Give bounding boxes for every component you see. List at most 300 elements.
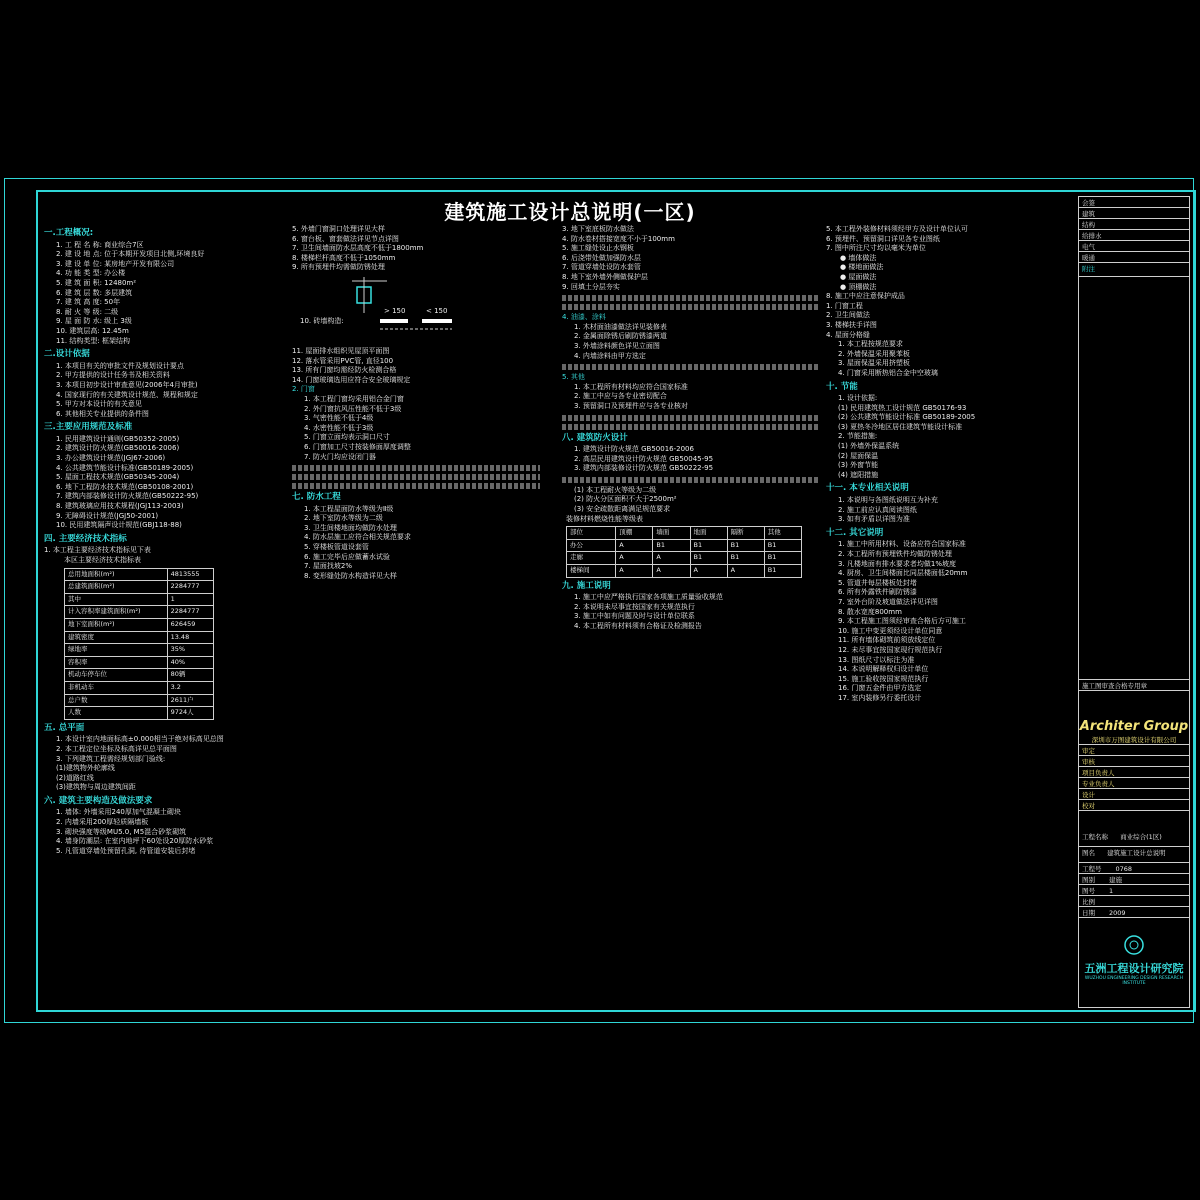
section-7-list	[292, 505, 540, 582]
section-12-list	[826, 540, 1072, 703]
finish-table	[566, 526, 802, 577]
table-cell: 地面	[690, 527, 727, 540]
list-item: 3. 地下室底板防水做法	[562, 225, 634, 233]
table-row	[567, 539, 802, 552]
dense-text-placeholder	[562, 424, 818, 430]
table-cell: 建筑密度	[65, 631, 168, 644]
project-row	[1079, 831, 1189, 847]
list-item: 5. 屋面工程技术规范(GB50345-2004)	[56, 473, 180, 482]
list-item: 2. 本说明未尽事宜按国家有关规范执行	[574, 602, 695, 611]
table-cell: 其中	[65, 593, 168, 606]
list-item: 4. 本工程所有材料须有合格证及检测报告	[574, 622, 702, 630]
titleblock-row: 建筑	[1079, 208, 1189, 219]
list-item: 9. 回填土分层夯实	[562, 282, 620, 291]
list-item: 2. 外门窗抗风压性能不低于3级	[304, 404, 402, 413]
note-area	[1079, 277, 1189, 680]
titleblock-row: 审核	[1079, 756, 1189, 767]
list-item: 1. 墙体: 外墙采用240厚加气混凝土砌块	[56, 808, 181, 817]
table-cell: 13.48	[167, 631, 213, 644]
list-item: (4) 遮阳措施	[838, 470, 879, 479]
indicator-table	[64, 568, 214, 720]
list-item: 9. 无障碍设计规范(JGJ50-2001)	[56, 511, 159, 520]
title-block	[1078, 196, 1190, 1008]
list-item: 1. 民用建筑设计通则(GB50352-2005)	[56, 434, 180, 443]
list-item: 5. 施工缝处设止水钢板	[562, 244, 634, 253]
table-cell: B1	[764, 539, 801, 552]
list-item: 5. 本工程外装修材料须经甲方及设计单位认可	[826, 225, 968, 233]
meta-row	[1079, 885, 1189, 896]
table-cell: 人数	[65, 707, 168, 720]
list-item: 5. 建 筑 面 积: 12480m²	[56, 278, 137, 287]
dense-text-placeholder	[562, 304, 818, 310]
list-item: (3) 安全疏散距离满足规范要求	[574, 505, 671, 514]
list-item: 8. 建筑玻璃应用技术规程(JGJ113-2003)	[56, 502, 184, 511]
list-item: 3. 建筑内部装修设计防火规范 GB50222-95	[574, 464, 714, 473]
meta-row	[1079, 907, 1189, 918]
table-cell: 容积率	[65, 656, 168, 669]
meta-row	[1079, 863, 1189, 874]
table-cell: 总用地面积(m²)	[65, 568, 168, 581]
section-9-heading: 九. 施工说明	[562, 580, 611, 591]
table-cell: B1	[764, 565, 801, 578]
list-item: 1. 木材面油漆做法详见装修表	[574, 322, 667, 331]
table-cell: 办公	[567, 539, 616, 552]
titleblock-row: 审定	[1079, 745, 1189, 756]
table-cell: 绿地率	[65, 644, 168, 657]
list-item: 3. 楼梯扶手详图	[826, 320, 877, 329]
list-item: 6. 预埋件、预留洞口详见各专业图纸	[826, 234, 940, 243]
list-item: (1) 外墙外保温系统	[838, 442, 900, 451]
table-cell: 2284777	[167, 581, 213, 594]
table-row	[65, 644, 214, 657]
list-item: ● 楼地面做法	[840, 263, 884, 272]
list-item: 6. 后浇带处做加强防水层	[562, 253, 641, 262]
list-item: 7. 管道穿墙处设防水套管	[562, 263, 641, 272]
blank-area	[1079, 918, 1189, 934]
list-item: 1. 工 程 名 称: 商业综合7区	[56, 240, 144, 249]
list-item: 4. 防水卷材搭接宽度不小于100mm	[562, 234, 675, 243]
table-row	[567, 565, 802, 578]
door-window-heading: 2. 门窗	[292, 385, 315, 394]
misc-heading: 5. 其他	[562, 373, 585, 382]
table-cell: B1	[727, 539, 764, 552]
section-10-list	[826, 394, 1072, 480]
list-item: 12. 未尽事宜按国家现行规范执行	[838, 645, 943, 654]
table-cell: A	[616, 552, 653, 565]
column-4-legend	[826, 254, 1072, 292]
dense-text-placeholder	[562, 477, 818, 483]
list-item: 3. 外墙涂料颜色详见立面图	[574, 341, 660, 350]
list-item: ● 屋面做法	[840, 272, 877, 281]
list-item: 6. 其他相关专业提供的条件图	[56, 409, 149, 418]
role-rows	[1079, 745, 1189, 811]
list-item: 3. 凡楼地面有排水要求者均做1%坡度	[838, 559, 957, 568]
meta-row	[1079, 896, 1189, 907]
meta-value: 1	[1109, 887, 1114, 895]
list-item: 7. 图中所注尺寸均以毫米为单位	[826, 244, 926, 253]
table-cell: B1	[690, 539, 727, 552]
list-item: 7. 室外台阶及坡道做法详见详图	[838, 597, 938, 606]
list-item: 4. 内墙涂料由甲方选定	[574, 351, 646, 360]
list-item: 2. 施工中应与各专业密切配合	[574, 392, 667, 401]
blank-area	[1079, 811, 1189, 831]
table-cell: A	[653, 552, 690, 565]
section-3-heading: 三.主要应用规范及标准	[44, 422, 133, 433]
paint-heading: 4. 油漆、涂料	[562, 313, 606, 322]
table-row	[65, 681, 214, 694]
dense-text-placeholder	[292, 474, 540, 480]
paint-list	[562, 323, 818, 361]
section-8-list	[562, 445, 818, 474]
list-item: ● 顶棚做法	[840, 282, 877, 291]
titleblock-row: 会签	[1079, 197, 1189, 208]
list-item: 3. 建 设 单 位: 某房地产开发有限公司	[56, 259, 175, 268]
section-10-heading: 十. 节能	[826, 381, 858, 392]
list-item: 9. 屋 面 防 水: 级上 3级	[56, 317, 132, 326]
countersign-rows	[1079, 197, 1189, 263]
list-item: 4. 墙身防潮层: 在室内地坪下60处设20厚防水砂浆	[56, 837, 214, 846]
list-item: (2)道路红线	[56, 773, 94, 782]
dense-text-placeholder	[562, 295, 818, 301]
table-cell: 3.2	[167, 681, 213, 694]
list-item: 2. 地下室防水等级为二级	[304, 514, 383, 523]
list-item: 5. 门窗立面均表示洞口尺寸	[304, 433, 390, 442]
titleblock-row: 专业负责人	[1079, 778, 1189, 789]
titleblock-row: 设计	[1079, 789, 1189, 800]
list-item: 6. 窗台板、窗套做法详见节点详图	[292, 234, 399, 243]
column-4-list-c	[826, 340, 1072, 378]
list-item: 3. 办公建筑设计规范(JGJ67-2006)	[56, 454, 166, 463]
table-row	[65, 631, 214, 644]
list-item: 3. 施工中如有问题及时与设计单位联系	[574, 612, 695, 621]
drawing-label: 图名	[1082, 849, 1095, 857]
table-cell: 走廊	[567, 552, 616, 565]
list-item: 2. 甲方提供的设计任务书及相关资料	[56, 371, 170, 380]
diagram-label-2: > 150	[384, 306, 406, 315]
list-item: 6. 施工完毕后应做蓄水试验	[304, 552, 390, 561]
column-2	[292, 225, 540, 1005]
list-item: 4. 防水层施工应符合相关规范要求	[304, 533, 411, 542]
list-item: 5. 凡管道穿墙处预留孔洞, 待管道安装后封堵	[56, 846, 196, 855]
table-cell: A	[727, 565, 764, 578]
section-6-list	[44, 808, 282, 856]
table-cell: A	[616, 539, 653, 552]
section-2-list	[44, 362, 282, 420]
table-cell: 其他	[764, 527, 801, 540]
list-item: 14. 门窗玻璃选用应符合安全玻璃规定	[292, 375, 411, 384]
meta-value: 2009	[1109, 909, 1126, 917]
company-top-name: 深圳市万图建筑设计有限公司	[1079, 734, 1189, 745]
stamp-note: 施工图审查合格专用章	[1079, 680, 1189, 691]
list-item: 8. 施工中应注意保护成品	[826, 292, 905, 301]
company-emblem-icon	[1079, 934, 1189, 960]
list-item: 2. 高层民用建筑设计防火规范 GB50045-95	[574, 454, 714, 463]
list-item: 15. 施工验收按国家规范执行	[838, 674, 929, 683]
list-item: 6. 门窗加工尺寸按装修面厚度调整	[304, 442, 411, 451]
list-item: 14. 本说明解释权归设计单位	[838, 665, 929, 674]
diagram-label-1: 10. 砖墙构造:	[300, 316, 344, 325]
table-cell: 计入容积率建筑面积(m²)	[65, 606, 168, 619]
section-1-list	[44, 241, 282, 347]
list-item: 3. 预留洞口及预埋件应与各专业核对	[574, 401, 688, 410]
list-item: 10. 建筑层高: 12.45m	[56, 326, 129, 335]
list-item: 4. 屋面分格缝	[826, 330, 870, 339]
table-row	[567, 527, 802, 540]
list-item: 5. 甲方对本设计的有关意见	[56, 400, 142, 409]
list-item: 3. 如有矛盾以详图为准	[838, 515, 910, 524]
drawing-row	[1079, 847, 1189, 863]
section-5-heading: 五. 总平面	[44, 722, 85, 733]
list-item: (2) 公共建筑节能设计标准 GB50189-2005	[838, 413, 976, 422]
list-item: 9. 所有预埋件均需做防锈处理	[292, 263, 385, 272]
table-row	[65, 618, 214, 631]
table-cell: 顶棚	[616, 527, 653, 540]
blank-area	[1079, 691, 1189, 719]
table-cell: 总建筑面积(m²)	[65, 581, 168, 594]
list-item: 2. 节能措施:	[838, 432, 878, 441]
list-item: 1. 本工程屋面防水等级为Ⅱ级	[304, 504, 394, 513]
list-item: 1. 本说明与各图纸说明互为补充	[838, 496, 938, 505]
list-item: (3) 夏热冬冷地区居住建筑节能设计标准	[838, 422, 963, 431]
table-cell: A	[690, 565, 727, 578]
dense-text-placeholder	[562, 364, 818, 370]
list-item: (1)建筑物外轮廓线	[56, 764, 115, 773]
table-row	[65, 669, 214, 682]
dense-text-placeholder	[292, 483, 540, 489]
section-9-list	[562, 593, 818, 631]
section-6-heading: 六. 建筑主要构造及做法要求	[44, 795, 153, 806]
column-2-list-b	[292, 347, 540, 385]
table-cell: 隔断	[727, 527, 764, 540]
table-cell: 总户数	[65, 694, 168, 707]
table-cell: B1	[727, 552, 764, 565]
list-item: 2. 金属面除锈后刷防锈漆两道	[574, 332, 667, 341]
table-cell: 1	[167, 593, 213, 606]
section-11-list	[826, 496, 1072, 525]
section-8-more	[562, 486, 818, 515]
meta-label: 日期	[1082, 909, 1095, 917]
company-name-en: WUZHOU ENGINEERING DESIGN RESEARCH INSTITUTE	[1084, 976, 1184, 986]
list-item: 12. 落水管采用PVC管, 直径100	[292, 356, 394, 365]
list-item: 2. 施工前应认真阅读图纸	[838, 505, 917, 514]
meta-label: 工程号	[1082, 865, 1102, 873]
list-item: 2. 内墙采用200厚轻质隔墙板	[56, 818, 149, 827]
list-item: 5. 管道井每层楼板处封堵	[838, 578, 917, 587]
table-row	[65, 581, 214, 594]
list-item: 13. 所有门窗均需经防火检测合格	[292, 366, 397, 375]
list-item: 4. 公共建筑节能设计标准(GB50189-2005)	[56, 463, 194, 472]
list-item: 3. 气密性能不低于4级	[304, 414, 374, 423]
table-row	[65, 694, 214, 707]
list-item: 8. 楼梯栏杆高度不低于1050mm	[292, 253, 396, 262]
company-name: 五洲工程设计研究院	[1084, 962, 1184, 975]
section-2-heading: 二.设计依据	[44, 349, 90, 360]
company-logo: Architer Group	[1079, 719, 1189, 734]
list-item: 4. 门窗采用断热铝合金中空玻璃	[838, 368, 938, 377]
list-item: (3)建筑物与周边建筑间距	[56, 783, 136, 792]
table-cell: 地下室面积(m²)	[65, 618, 168, 631]
list-item: ● 墙体做法	[840, 253, 877, 262]
drawing-name: 建筑施工设计总说明	[1107, 849, 1166, 857]
list-item: 4. 国家现行的有关建筑设计规范、规程和规定	[56, 390, 198, 399]
table-cell: 非机动车	[65, 681, 168, 694]
list-item: 1. 本工程按规范要求	[838, 340, 903, 349]
diagram-label-3: < 150	[426, 306, 448, 315]
section-11-heading: 十一. 本专业相关说明	[826, 483, 909, 494]
table-cell: 墙面	[653, 527, 690, 540]
list-item: 7. 屋面找坡2%	[304, 562, 353, 571]
table-cell: B1	[690, 552, 727, 565]
wall-detail-diagram	[292, 273, 540, 347]
section-12-heading: 十二. 其它说明	[826, 527, 884, 538]
section-5-list	[44, 735, 282, 793]
table-cell: 部位	[567, 527, 616, 540]
column-4-list-a	[826, 225, 1072, 254]
titleblock-row: 结构	[1079, 219, 1189, 230]
meta-rows	[1079, 863, 1189, 918]
table-row	[65, 707, 214, 720]
titleblock-row: 暖通	[1079, 252, 1189, 263]
list-item: 13. 图纸尺寸以标注为准	[838, 655, 915, 664]
meta-label: 比例	[1082, 898, 1095, 906]
list-item: 1. 门窗工程	[826, 301, 863, 310]
list-item: 2. 建 设 地 点: 位于本期开发项目北侧,环境良好	[56, 250, 205, 259]
list-item: 7. 建筑内部装修设计防火规范(GB50222-95)	[56, 492, 199, 501]
list-item: 10. 施工中变更须经设计单位同意	[838, 626, 943, 635]
list-item: (2) 防火分区面积不大于2500m²	[574, 495, 677, 504]
meta-value: 建施	[1109, 876, 1122, 884]
section-7-heading: 七. 防水工程	[292, 492, 341, 503]
table-row	[65, 606, 214, 619]
table-row	[65, 593, 214, 606]
section-3-list	[44, 435, 282, 531]
list-item: 2. 建筑设计防火规范(GB50016-2006)	[56, 444, 180, 453]
door-window-list	[292, 395, 540, 462]
meta-label: 图号	[1082, 887, 1095, 895]
list-item: 9. 本工程施工图须经审查合格后方可施工	[838, 617, 966, 626]
titleblock-row: 电气	[1079, 241, 1189, 252]
list-item: 4. 水密性能不低于3级	[304, 423, 374, 432]
column-1	[44, 225, 282, 1005]
list-item: 8. 变形缝处防水构造详见大样	[304, 571, 397, 580]
table-cell: 2611户	[167, 694, 213, 707]
section-8-heading: 八. 建筑防火设计	[562, 432, 628, 443]
wall-detail-svg	[292, 273, 532, 347]
table-row	[65, 656, 214, 669]
table-cell: 4813555	[167, 568, 213, 581]
list-item: 17. 室内装修另行委托设计	[838, 693, 922, 702]
section-4-intro: 1. 本工程主要经济技术指标见下表	[44, 546, 151, 555]
meta-value: 0768	[1115, 865, 1133, 873]
titleblock-row: 给排水	[1079, 230, 1189, 241]
column-4-list-b	[826, 292, 1072, 340]
list-item: 2. 本工程所有预埋铁件均做防锈处理	[838, 550, 952, 558]
list-item: 5. 穿楼板管道设套管	[304, 543, 369, 552]
table-row	[567, 552, 802, 565]
list-item: 7. 防火门均应设闭门器	[304, 452, 376, 461]
list-item: 3. 屋面保温采用挤塑板	[838, 359, 910, 368]
list-item: 7. 建 筑 高 度: 50年	[56, 298, 121, 307]
meta-label: 图别	[1082, 876, 1095, 884]
section-1-heading: 一.工程概况:	[44, 228, 94, 238]
list-item: 3. 砌块强度等级MU5.0, M5混合砂浆砌筑	[56, 827, 187, 836]
table-cell: 楼梯间	[567, 565, 616, 578]
list-item: 5. 外墙门窗洞口处理详见大样	[292, 225, 385, 233]
list-item: 11. 屋面排水组织见屋顶平面图	[292, 346, 390, 355]
section-4-heading: 四. 主要经济技术指标	[44, 533, 127, 544]
list-item: 1. 建筑设计防火规范 GB50016-2006	[574, 445, 694, 454]
dense-text-placeholder	[292, 465, 540, 471]
list-item: 2. 卫生间做法	[826, 311, 870, 320]
table-cell: 2284777	[167, 606, 213, 619]
list-item: 1. 本设计室内地面标高±0.000相当于绝对标高见总图	[56, 735, 224, 744]
column-3-list-a	[562, 225, 818, 292]
column-4	[826, 225, 1072, 1005]
misc-list	[562, 383, 818, 412]
titleblock-row: 项目负责人	[1079, 767, 1189, 778]
list-item: 1. 本工程所有材料均应符合国家标准	[574, 382, 688, 391]
table-cell: B1	[653, 539, 690, 552]
table-cell: 40%	[167, 656, 213, 669]
list-item: 3. 下列建筑工程需经规划部门验线:	[56, 754, 166, 763]
table-cell: 机动车停车位	[65, 669, 168, 682]
table-cell: B1	[764, 552, 801, 565]
finish-table-title: 装修材料燃烧性能等级表	[566, 514, 643, 523]
list-item: 1. 设计依据:	[838, 394, 878, 403]
list-item: 1. 施工中应严格执行国家各项施工质量验收规范	[574, 593, 723, 602]
list-item: 6. 地下工程防水技术规范(GB50108-2001)	[56, 482, 194, 491]
list-item: 11. 结构类型: 框架结构	[56, 336, 130, 345]
list-item: (2) 屋面保温	[838, 451, 879, 460]
list-item: (1) 民用建筑热工设计规范 GB50176-93	[838, 403, 967, 412]
list-item: 4. 功 能 类 型: 办公楼	[56, 269, 126, 278]
list-item: 6. 所有外露铁件刷防锈漆	[838, 588, 917, 597]
table-cell: 80辆	[167, 669, 213, 682]
project-label: 工程名称	[1082, 833, 1108, 841]
list-item: 1. 施工中所用材料、设备应符合国家标准	[838, 540, 966, 549]
column-2-list-a	[292, 225, 540, 273]
list-item: 2. 外墙保温采用聚苯板	[838, 349, 910, 358]
table-cell: 626459	[167, 618, 213, 631]
table-cell: 35%	[167, 644, 213, 657]
list-item: (1) 本工程耐火等级为二级	[574, 485, 657, 494]
list-item: 1. 本项目有关的审批文件及规划设计要点	[56, 361, 184, 370]
list-item: 8. 地下室外墙外侧做保护层	[562, 272, 648, 281]
dense-text-placeholder	[562, 415, 818, 421]
list-item: 6. 建 筑 层 数: 多层建筑	[56, 288, 133, 297]
table-cell: 9724人	[167, 707, 213, 720]
list-item: 7. 卫生间墙面防水层高度不低于1800mm	[292, 244, 424, 253]
project-name: 商业综合(1区)	[1120, 833, 1162, 841]
table-row	[65, 568, 214, 581]
sheet-title: 建筑施工设计总说明(一区)	[444, 200, 696, 224]
list-item: 3. 卫生间楼地面均做防水处理	[304, 523, 397, 532]
list-item: 2. 本工程定位坐标及标高详见总平面图	[56, 744, 177, 753]
titleblock-row: 校对	[1079, 800, 1189, 811]
table-cell: A	[653, 565, 690, 578]
list-item: 10. 民用建筑隔声设计规范(GBJ118-88)	[56, 521, 182, 530]
table-cell: A	[616, 565, 653, 578]
list-item: 1. 本工程门窗均采用铝合金门窗	[304, 394, 404, 403]
list-item: (3) 外窗节能	[838, 461, 879, 470]
indicator-table-title: 本区主要经济技术指标表	[64, 556, 141, 564]
list-item: 3. 本项目初步设计审查意见(2006年4月审批)	[56, 380, 198, 389]
list-item: 11. 所有墙体砌筑前须放线定位	[838, 636, 936, 645]
meta-row	[1079, 874, 1189, 885]
list-item: 16. 门窗五金件由甲方选定	[838, 684, 922, 693]
list-item: 8. 耐 火 等 级: 二级	[56, 307, 119, 316]
column-3	[562, 225, 818, 1005]
